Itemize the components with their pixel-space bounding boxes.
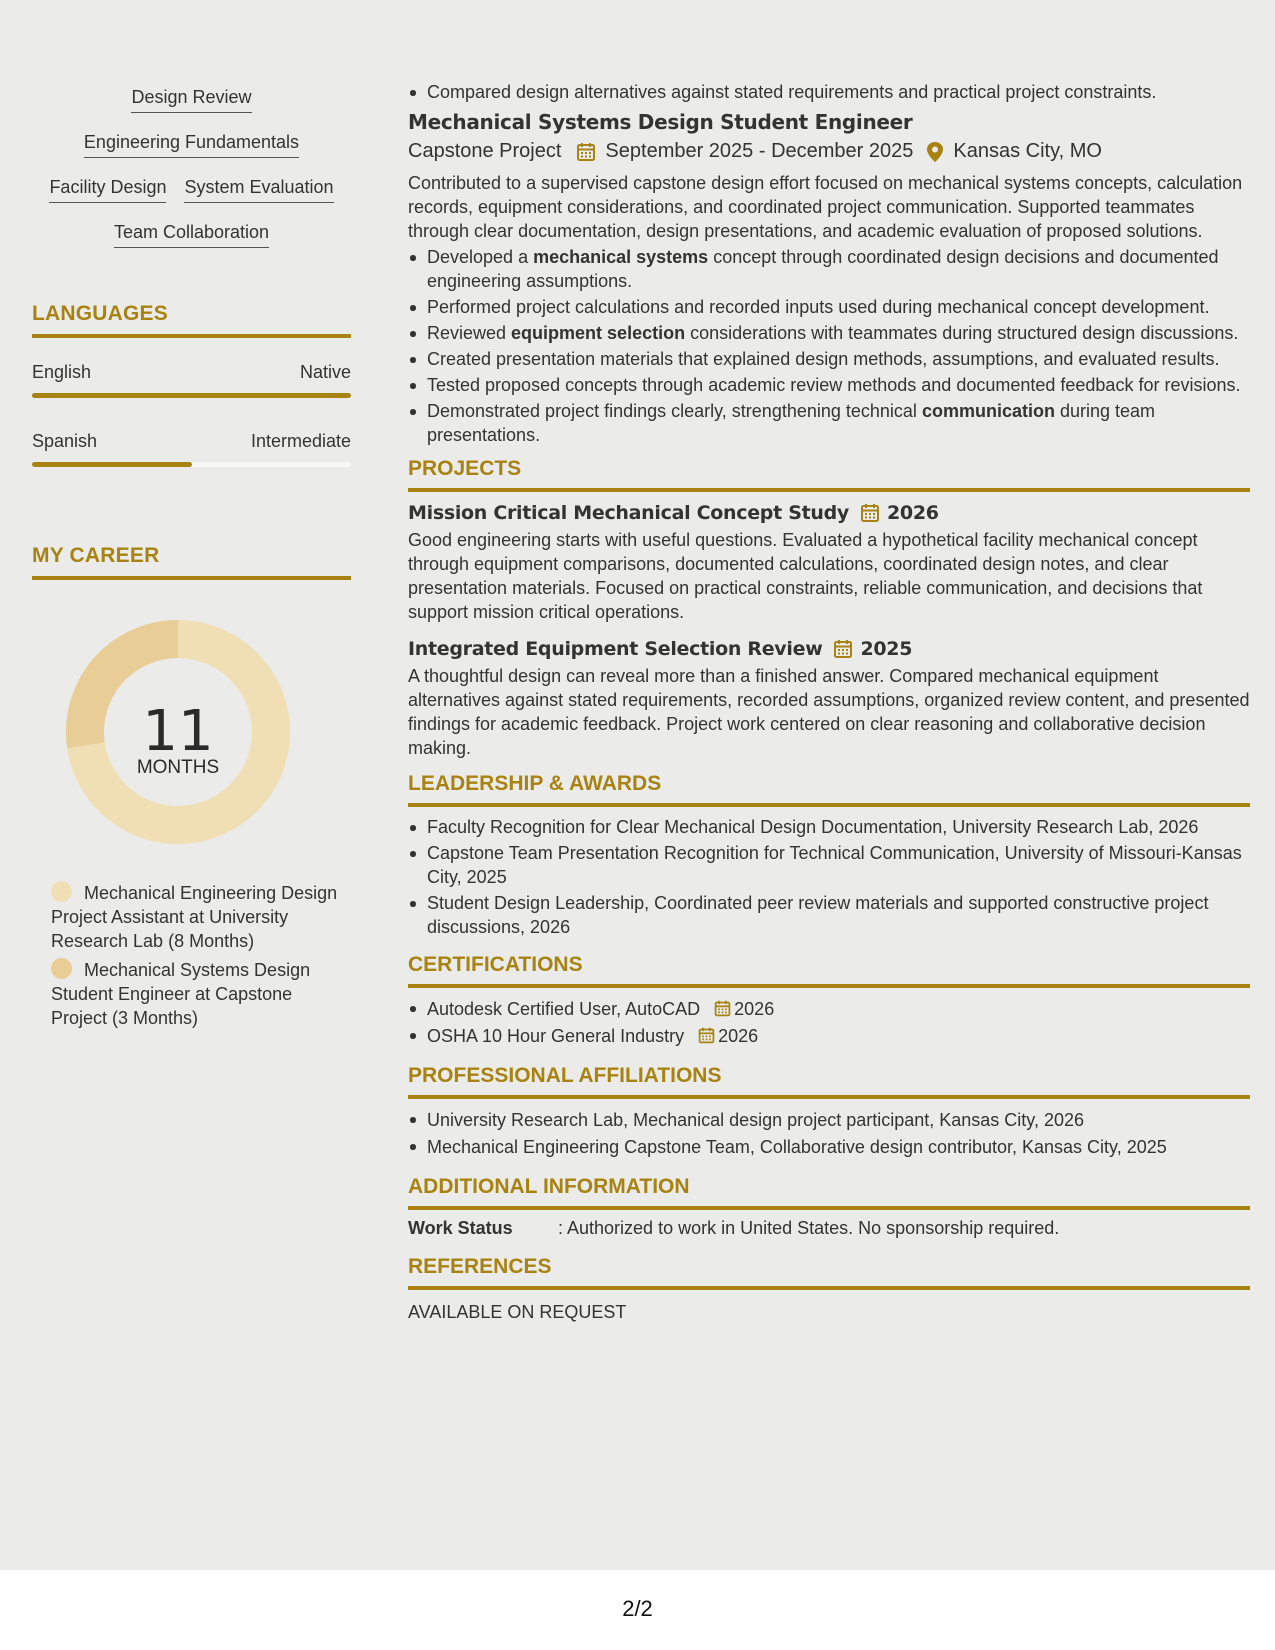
- heading-rule: [408, 1095, 1250, 1099]
- skill-tag: Facility Design: [49, 176, 166, 203]
- job-meta: [408, 140, 1250, 163]
- project-name: Mission Critical Mechanical Concept Study: [408, 502, 849, 524]
- affiliations-list: [408, 1107, 1250, 1161]
- skills-list: [32, 86, 351, 266]
- skill-tag: Team Collaboration: [114, 221, 269, 248]
- bullet-item: Tested proposed concepts through academic review methods and documented feedback for revisions.: [408, 373, 1250, 397]
- job-bullets: [408, 245, 1250, 447]
- heading-rule: [408, 803, 1250, 807]
- bullet-item: Faculty Recognition for Clear Mechanical Design Documentation, University Research Lab, 2026: [408, 815, 1250, 839]
- certifications-section: [408, 953, 1250, 1050]
- certification-item: [408, 1023, 1250, 1050]
- career-donut-chart: [66, 620, 290, 844]
- certifications-list: [408, 996, 1250, 1050]
- references-section: [408, 1255, 1250, 1324]
- calendar-icon: [832, 638, 854, 660]
- right-column: [408, 80, 1250, 1324]
- leadership-heading: LEADERSHIP & AWARDS: [408, 772, 662, 795]
- language-name: English: [32, 362, 92, 382]
- previous-job-bullets: [408, 80, 1250, 104]
- project-description: Good engineering starts with useful questions. Evaluated a hypothetical facility mechanical concept through equipment comparisons, documented calculations, coordinated design notes, and clear presentation materials. Focused on practical constraints, reliable communication, and decisions that support mission critical operations.: [408, 530, 1203, 622]
- legend-dot: [51, 881, 72, 902]
- legend-label: Mechanical Engineering Design Project Assistant at University Research Lab (8 Months): [51, 883, 338, 951]
- language-level: Native: [299, 362, 351, 382]
- career-section: [32, 544, 351, 580]
- heading-rule: [32, 334, 351, 338]
- leadership-section: [408, 772, 1250, 939]
- affiliations-section: [408, 1064, 1250, 1161]
- skill-tag: System Evaluation: [184, 176, 333, 203]
- bullet-item: Developed a mechanical systems concept through coordinated design decisions and documented engineering assumptions.: [408, 245, 1250, 293]
- project-title: [408, 638, 1250, 660]
- skill-tag: Engineering Fundamentals: [84, 131, 299, 158]
- calendar-icon: [713, 999, 732, 1018]
- job-summary: Contributed to a supervised capstone design effort focused on mechanical systems concepts, calculation records, equipment considerations, and coordinated project communication. Supported teammates through clear documentation, design presentations, and academic evaluation of proposed solutions.: [408, 173, 1243, 241]
- heading-rule: [32, 576, 351, 580]
- job-dates: September 2025 - December 2025: [605, 140, 914, 162]
- leadership-list: [408, 815, 1250, 939]
- certification-year: 2026: [718, 1026, 759, 1046]
- bullet-item: Demonstrated project findings clearly, strengthening technical communication during team presentations.: [408, 399, 1250, 447]
- career-legend: [51, 881, 341, 1035]
- languages-heading: LANGUAGES: [32, 302, 168, 325]
- heading-rule: [408, 488, 1250, 492]
- bullet-item: Performed project calculations and recorded inputs used during mechanical concept development.: [408, 295, 1250, 319]
- references-heading: REFERENCES: [408, 1255, 552, 1278]
- heading-rule: [408, 1206, 1250, 1210]
- language-name: Spanish: [32, 431, 98, 451]
- heading-rule: [408, 1286, 1250, 1290]
- job-company: Capstone Project: [408, 140, 562, 162]
- certification-year: 2026: [734, 999, 775, 1019]
- languages-section: [32, 302, 351, 338]
- legend-item: [51, 881, 341, 953]
- project-description: A thoughtful design can reveal more than a finished answer. Compared mechanical equipment alternatives against stated requirements, recorded assumptions, organized review content, and presented findings for academic feedback. Project work centered on clear reasoning and collaborative decision making.: [408, 666, 1250, 758]
- certification-name: Autodesk Certified User, AutoCAD: [427, 999, 701, 1019]
- bullet-item: Mechanical Engineering Capstone Team, Collaborative design contributor, Kansas City, 2025: [408, 1134, 1250, 1161]
- certifications-heading: CERTIFICATIONS: [408, 953, 583, 976]
- bullet-item: Reviewed equipment selection considerations with teammates during structured design discussions.: [408, 321, 1250, 345]
- additional-section: [408, 1175, 1250, 1239]
- page-number: 2/2: [622, 1596, 653, 1621]
- legend-dot: [51, 958, 72, 979]
- affiliations-heading: PROFESSIONAL AFFILIATIONS: [408, 1064, 722, 1087]
- job-location: Kansas City, MO: [953, 140, 1102, 162]
- work-status-row: [408, 1218, 1250, 1239]
- calendar-icon: [697, 1026, 716, 1045]
- language-bar: [32, 462, 351, 467]
- language-bar-fill: [32, 462, 192, 467]
- project-name: Integrated Equipment Selection Review: [408, 638, 823, 660]
- bullet-item: Student Design Leadership, Coordinated peer review materials and supported constructive project discussions, 2026: [408, 891, 1250, 939]
- bullet-item: Capstone Team Presentation Recognition for Technical Communication, University of Missouri-Kansas City, 2025: [408, 841, 1250, 889]
- calendar-icon: [575, 141, 597, 163]
- bullet-item: University Research Lab, Mechanical design project participant, Kansas City, 2026: [408, 1107, 1250, 1134]
- heading-rule: [408, 984, 1250, 988]
- project-year: 2025: [860, 638, 913, 660]
- language-item: [32, 362, 351, 398]
- legend-item: [51, 958, 341, 1030]
- projects-section: [408, 457, 1250, 760]
- language-bar-fill: [32, 393, 351, 398]
- project-year: 2026: [886, 502, 939, 524]
- certification-name: OSHA 10 Hour General Industry: [427, 1026, 685, 1046]
- skill-tag: Design Review: [131, 86, 251, 113]
- additional-heading: ADDITIONAL INFORMATION: [408, 1175, 690, 1198]
- legend-label: Mechanical Systems Design Student Engineer at Capstone Project (3 Months): [51, 960, 311, 1028]
- donut-total-unit: MONTHS: [136, 757, 220, 778]
- career-heading: MY CAREER: [32, 544, 160, 567]
- work-status-value: : Authorized to work in United States. No sponsorship required.: [558, 1218, 1060, 1238]
- certification-item: [408, 996, 1250, 1023]
- project-title: [408, 502, 1250, 524]
- projects-heading: PROJECTS: [408, 457, 522, 480]
- language-bar: [32, 393, 351, 398]
- work-status-label: Work Status: [408, 1218, 513, 1238]
- language-item: [32, 431, 351, 467]
- donut-total-value: 11: [142, 699, 214, 764]
- references-text: AVAILABLE ON REQUEST: [408, 1302, 627, 1322]
- bullet-item: Created presentation materials that explained design methods, assumptions, and evaluated results.: [408, 347, 1250, 371]
- location-pin-icon: [925, 141, 945, 163]
- job-title: Mechanical Systems Design Student Engineer: [408, 110, 913, 134]
- bullet-item: Compared design alternatives against stated requirements and practical project constraints.: [408, 80, 1250, 104]
- language-level: Intermediate: [250, 431, 351, 451]
- calendar-icon: [859, 502, 881, 524]
